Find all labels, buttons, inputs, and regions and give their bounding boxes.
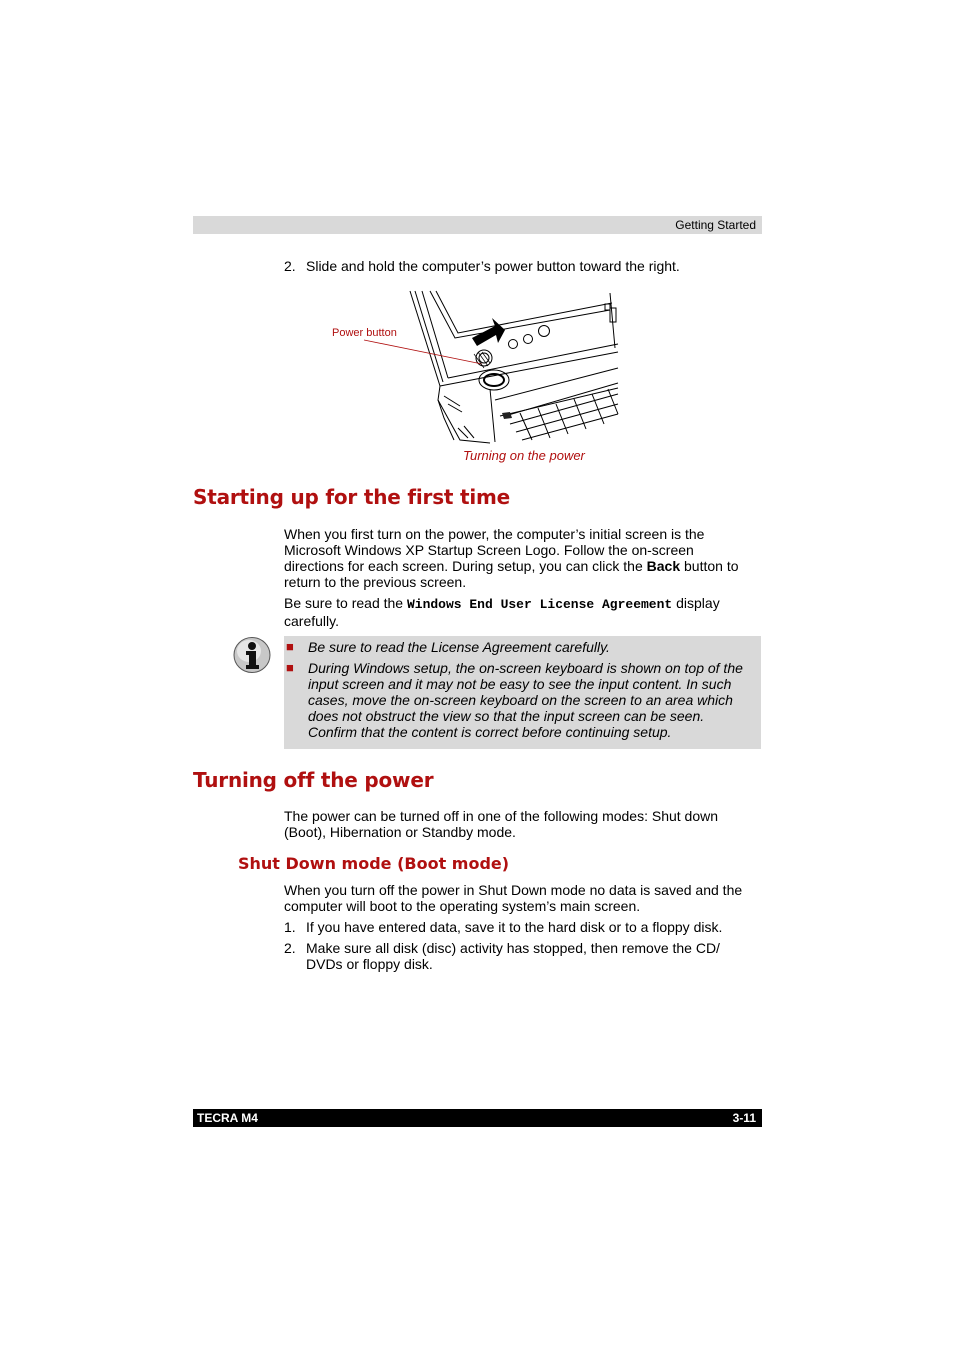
step-text [306, 940, 720, 972]
text-line: DVDs or floppy disk. [306, 956, 433, 972]
note-text [308, 660, 758, 740]
header-section-title: Getting Started [675, 218, 756, 232]
text-line: Make sure all disk (disc) activity has stopped, then remove the CD/ [306, 940, 720, 956]
running-footer [193, 1109, 762, 1127]
startup-paragraph [284, 526, 764, 590]
step-number: 2. [284, 258, 296, 274]
text-line: When you first turn on the power, the computer’s initial screen is the [284, 526, 705, 542]
text-run: Be sure to read the [284, 595, 407, 611]
text-line: Confirm that the content is correct before continuing setup. [308, 724, 672, 740]
text-line: During Windows setup, the on-screen keyboard is shown on top of the [308, 660, 743, 676]
text-line: does not obstruct the view so that the input screen can be seen. [308, 708, 705, 724]
list-item [284, 940, 764, 972]
text-line [284, 595, 764, 613]
text-line: input screen and it may not be easy to see the input content. In such [308, 676, 732, 692]
step-text: If you have entered data, save it to the hard disk or to a floppy disk. [306, 919, 723, 935]
running-header [193, 216, 762, 234]
text-line: When you turn off the power in Shut Down mode no data is saved and the [284, 882, 743, 898]
section-title-startup: Starting up for the first time [193, 485, 511, 509]
figure-laptop [330, 288, 625, 448]
list-item [284, 919, 764, 935]
text-line: The power can be turned off in one of the following modes: Shut down [284, 808, 719, 824]
step-number: 2. [284, 940, 296, 956]
text-run: directions for each screen. During setup, you can click the [284, 558, 647, 574]
bullet-icon: ■ [286, 639, 294, 654]
section-title-power-off: Turning off the power [193, 768, 434, 792]
step-number: 1. [284, 919, 296, 935]
text-line: Microsoft Windows XP Startup Screen Logo. Follow the on-screen [284, 542, 694, 558]
shutdown-paragraph [284, 882, 764, 914]
text-run: display [672, 595, 720, 611]
bullet-icon: ■ [286, 660, 294, 675]
text-line: return to the previous screen. [284, 574, 467, 590]
info-icon [232, 636, 272, 674]
step-intro [284, 258, 764, 274]
text-line: carefully. [284, 613, 339, 629]
text-line [284, 558, 764, 574]
laptop-power-button-illustration [330, 288, 625, 448]
note-box [284, 636, 761, 749]
step-text: Slide and hold the computer’s power button toward the right. [306, 258, 680, 274]
text-line: computer will boot to the operating system’s main screen. [284, 898, 641, 914]
callout-power-button: Power button [332, 327, 397, 339]
page-number: 3-11 [732, 1111, 756, 1125]
text-line: cases, move the on-screen keyboard on the screen to an area which [308, 692, 733, 708]
text-run: button to [680, 558, 739, 574]
footer-model: TECRA M4 [197, 1111, 258, 1125]
note-text: Be sure to read the License Agreement carefully. [308, 639, 610, 655]
license-agreement-term: Windows End User License Agreement [406, 597, 673, 612]
license-paragraph [284, 595, 764, 629]
figure-caption: Turning on the power [463, 448, 585, 463]
back-button-term: Back [646, 558, 681, 574]
power-off-paragraph [284, 808, 764, 840]
subsection-title-shutdown: Shut Down mode (Boot mode) [238, 854, 510, 873]
text-line: (Boot), Hibernation or Standby mode. [284, 824, 516, 840]
